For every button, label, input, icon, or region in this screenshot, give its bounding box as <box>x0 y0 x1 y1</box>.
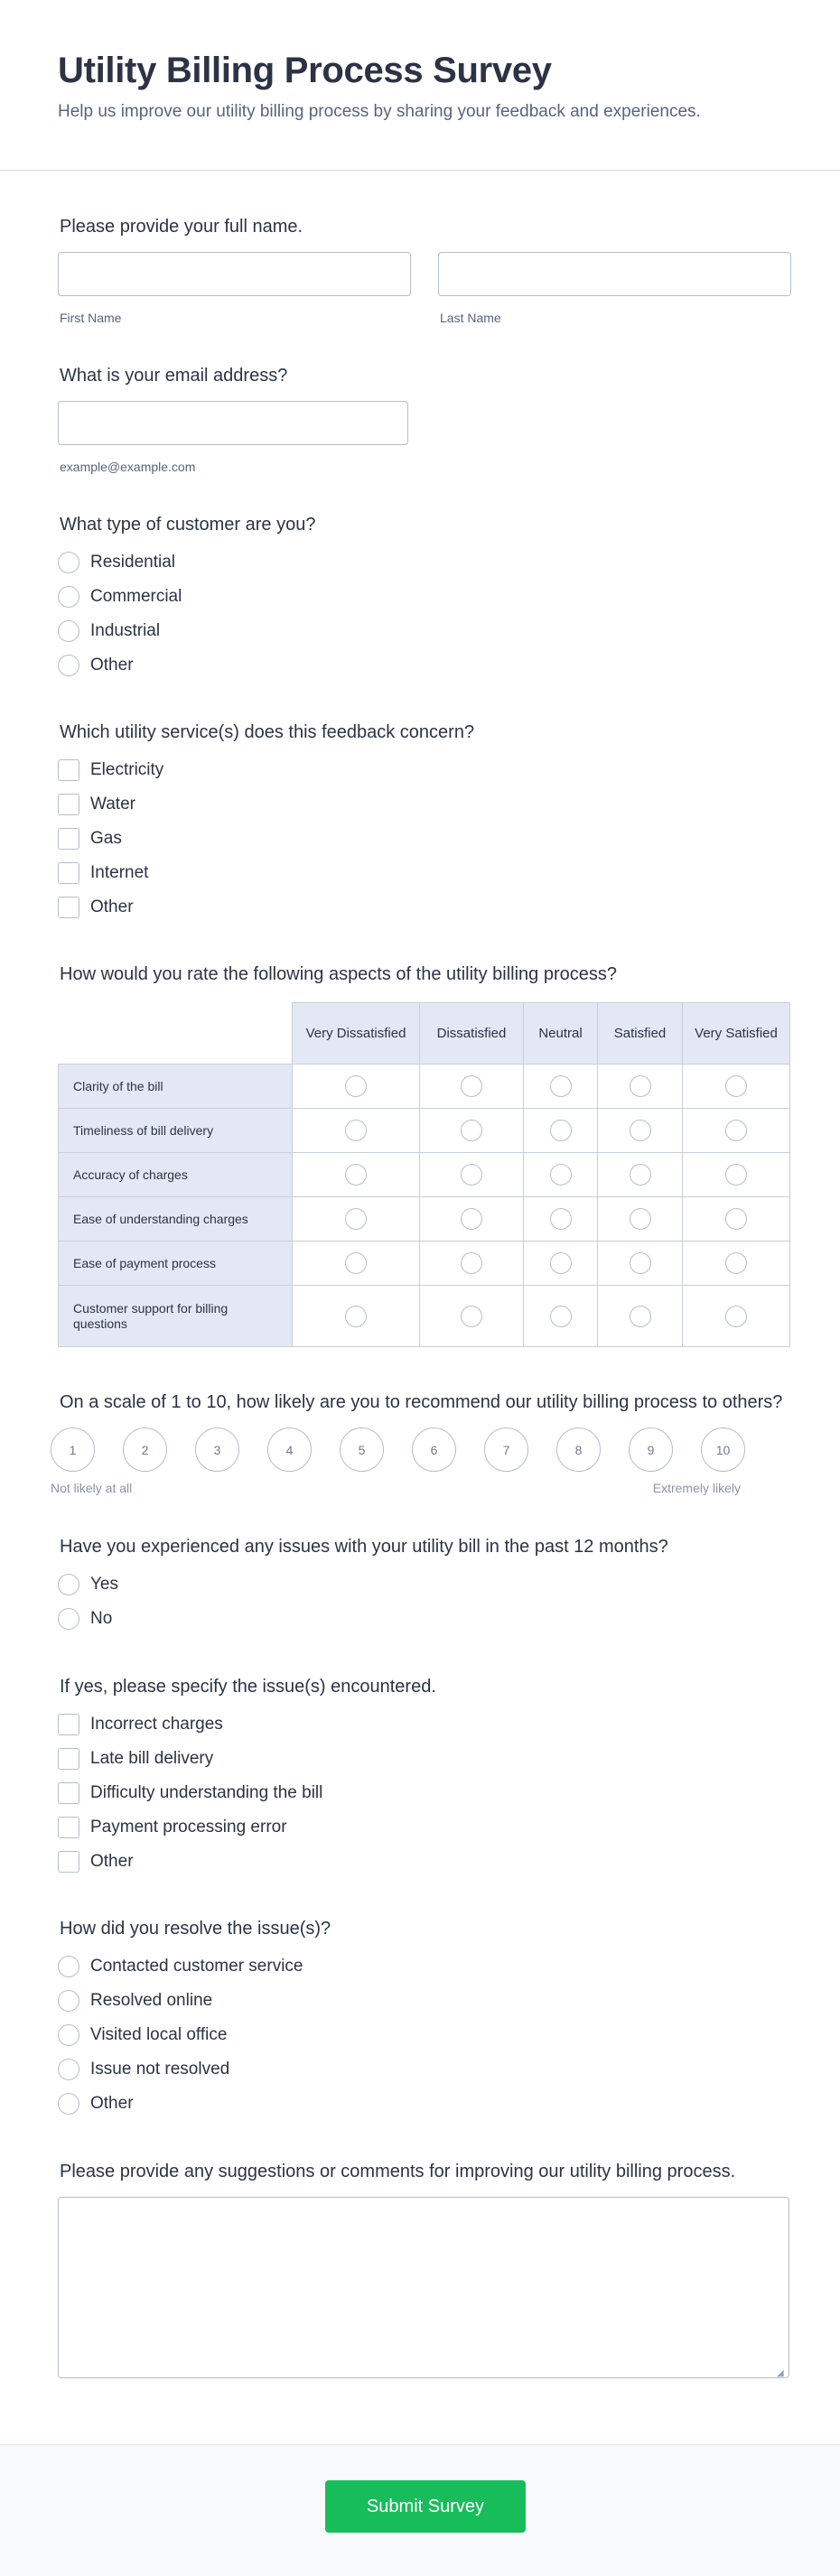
last-name-sublabel: Last Name <box>440 311 501 325</box>
option-difficulty-understanding[interactable] <box>58 1776 791 1810</box>
email-sublabel: example@example.com <box>60 460 196 474</box>
option-payment-processing-error[interactable] <box>58 1810 791 1845</box>
matrix-radio[interactable] <box>630 1075 651 1097</box>
question-label: Which utility service(s) does this feedback concern? <box>60 722 475 742</box>
issues-question <box>58 1535 791 1636</box>
option-label: Industrial <box>90 621 161 640</box>
option-electricity[interactable] <box>58 753 791 787</box>
option-label: Gas <box>90 829 122 848</box>
matrix-radio[interactable] <box>630 1164 651 1186</box>
matrix-row <box>59 1065 790 1109</box>
customer-type-options <box>58 545 791 683</box>
resize-handle-icon[interactable]: ◢ <box>777 2368 784 2378</box>
matrix-row-label: Accuracy of charges <box>59 1153 293 1197</box>
matrix-radio[interactable] <box>725 1306 747 1327</box>
matrix-radio[interactable] <box>725 1252 747 1274</box>
scale-min-label: Not likely at all <box>51 1481 133 1495</box>
scale-option-5[interactable]: 5 <box>340 1427 384 1472</box>
option-label: Difficulty understanding the bill <box>90 1783 323 1802</box>
scale-max-label: Extremely likely <box>652 1481 741 1495</box>
option-label: Residential <box>90 553 175 572</box>
option-label: Other <box>90 656 134 674</box>
checkbox[interactable] <box>58 897 79 918</box>
option-label: Other <box>90 897 134 916</box>
question-label: Please provide any suggestions or comments for improving our utility billing process. <box>60 2162 736 2181</box>
checkbox[interactable] <box>58 1817 79 1838</box>
comments-textarea[interactable] <box>58 2197 789 2378</box>
option-incorrect-charges[interactable] <box>58 1707 791 1742</box>
scale-option-10[interactable]: 10 <box>701 1427 745 1472</box>
question-label: Please provide your full name. <box>60 217 303 237</box>
checkbox[interactable] <box>58 1782 79 1804</box>
matrix-radio[interactable] <box>461 1208 482 1230</box>
scale-labels <box>51 1481 741 1495</box>
matrix-radio[interactable] <box>345 1075 367 1097</box>
checkbox[interactable] <box>58 862 79 884</box>
option-issue-not-resolved[interactable] <box>58 2052 791 2087</box>
radio-button[interactable] <box>58 2024 79 2046</box>
matrix-row-label: Ease of payment process <box>59 1242 293 1286</box>
issue-types-question <box>58 1675 791 1879</box>
comments-question <box>58 2160 791 2395</box>
scale-option-9[interactable]: 9 <box>629 1427 673 1472</box>
option-label: Yes <box>90 1575 118 1594</box>
matrix-row <box>59 1242 790 1286</box>
checkbox[interactable] <box>58 1714 79 1735</box>
option-contacted-customer-service[interactable] <box>58 1949 791 1984</box>
matrix-radio[interactable] <box>630 1306 651 1327</box>
question-label: How would you rate the following aspects of the utility billing process? <box>60 964 617 984</box>
submit-button[interactable]: Submit Survey <box>325 2480 526 2533</box>
matrix-radio[interactable] <box>630 1120 651 1141</box>
option-label: Water <box>90 795 135 814</box>
option-other[interactable] <box>58 648 791 683</box>
option-no[interactable] <box>58 1602 791 1636</box>
resolution-question <box>58 1917 791 2121</box>
matrix-radio[interactable] <box>345 1208 367 1230</box>
option-label: Contacted customer service <box>90 1957 303 1976</box>
scale-option-2[interactable]: 2 <box>123 1427 167 1472</box>
matrix-radio[interactable] <box>550 1120 572 1141</box>
matrix-row <box>59 1109 790 1153</box>
matrix-row-label: Customer support for billing questions <box>59 1286 293 1347</box>
matrix-radio[interactable] <box>725 1075 747 1097</box>
option-label: No <box>90 1609 113 1628</box>
matrix-column-header: Very Dissatisfied <box>293 1003 420 1065</box>
page-subtitle: Help us improve our utility billing process by sharing your feedback and experiences. <box>58 102 701 121</box>
option-gas[interactable] <box>58 822 791 856</box>
scale-option-7[interactable]: 7 <box>484 1427 528 1472</box>
customer-type-question <box>58 513 791 683</box>
rating-matrix-question <box>58 963 791 1347</box>
matrix-radio[interactable] <box>461 1252 482 1274</box>
email-question <box>58 364 791 474</box>
radio-button[interactable] <box>58 1990 79 2012</box>
full-name-question <box>58 215 791 325</box>
matrix-column-header: Very Satisfied <box>683 1003 790 1065</box>
form-header <box>0 0 840 171</box>
checkbox[interactable] <box>58 1851 79 1873</box>
checkbox[interactable] <box>58 1748 79 1770</box>
matrix-radio[interactable] <box>345 1306 367 1327</box>
question-label: What is your email address? <box>60 366 288 386</box>
matrix-radio[interactable] <box>461 1164 482 1186</box>
matrix-radio[interactable] <box>630 1208 651 1230</box>
last-name-input[interactable] <box>438 252 791 296</box>
matrix-radio[interactable] <box>461 1306 482 1327</box>
matrix-radio[interactable] <box>345 1252 367 1274</box>
name-fields <box>58 252 791 325</box>
option-label: Commercial <box>90 587 182 606</box>
matrix-row <box>59 1197 790 1242</box>
radio-button[interactable] <box>58 2093 79 2115</box>
option-resolved-online[interactable] <box>58 1984 791 2018</box>
radio-button[interactable] <box>58 1574 79 1595</box>
matrix-radio[interactable] <box>550 1306 572 1327</box>
recommend-scale-question <box>51 1390 791 1495</box>
question-label: Have you experienced any issues with your utility bill in the past 12 months? <box>60 1537 668 1557</box>
form-footer <box>0 2444 840 2576</box>
question-label: If yes, please specify the issue(s) encountered. <box>60 1677 436 1697</box>
checkbox[interactable] <box>58 828 79 850</box>
option-label: Electricity <box>90 760 164 779</box>
option-label: Other <box>90 1852 134 1871</box>
option-industrial[interactable] <box>58 614 791 648</box>
option-water[interactable] <box>58 787 791 822</box>
option-other[interactable] <box>58 2087 791 2121</box>
option-label: Late bill delivery <box>90 1749 214 1768</box>
service-options <box>58 753 791 925</box>
matrix-radio[interactable] <box>345 1164 367 1186</box>
matrix-radio[interactable] <box>461 1075 482 1097</box>
issue-types-options <box>58 1707 791 1879</box>
matrix-radio[interactable] <box>550 1208 572 1230</box>
first-name-sublabel: First Name <box>60 311 122 325</box>
option-other[interactable] <box>58 1845 791 1879</box>
option-label: Resolved online <box>90 1991 213 2010</box>
resolution-options <box>58 1949 791 2121</box>
service-question <box>58 721 791 925</box>
matrix-row <box>59 1153 790 1197</box>
checkbox[interactable] <box>58 794 79 815</box>
first-name-input[interactable] <box>58 252 411 296</box>
scale-option-6[interactable]: 6 <box>412 1427 456 1472</box>
matrix-radio[interactable] <box>725 1120 747 1141</box>
option-label: Issue not resolved <box>90 2060 230 2078</box>
option-residential[interactable] <box>58 545 791 580</box>
radio-button[interactable] <box>58 1608 79 1630</box>
matrix-radio[interactable] <box>725 1208 747 1230</box>
matrix-row-label: Clarity of the bill <box>59 1065 293 1109</box>
issues-options <box>58 1567 791 1636</box>
page-title: Utility Billing Process Survey <box>58 51 552 90</box>
question-label: On a scale of 1 to 10, how likely are you to recommend our utility billing process to others? <box>60 1392 783 1412</box>
scale-option-8[interactable]: 8 <box>556 1427 601 1472</box>
radio-button[interactable] <box>58 1956 79 1977</box>
scale-option-1[interactable]: 1 <box>51 1427 95 1472</box>
matrix-row <box>59 1286 790 1347</box>
scale-option-4[interactable]: 4 <box>267 1427 312 1472</box>
option-visited-local-office[interactable] <box>58 2018 791 2052</box>
option-label: Internet <box>90 863 149 882</box>
radio-button[interactable] <box>58 620 79 642</box>
email-input[interactable] <box>58 401 408 445</box>
option-internet[interactable] <box>58 856 791 890</box>
option-label: Other <box>90 2094 134 2113</box>
matrix-radio[interactable] <box>550 1252 572 1274</box>
matrix-column-header: Neutral <box>524 1003 598 1065</box>
rating-matrix <box>58 1002 790 1347</box>
scale-option-3[interactable]: 3 <box>195 1427 239 1472</box>
option-commercial[interactable] <box>58 580 791 614</box>
radio-button[interactable] <box>58 552 79 573</box>
radio-button[interactable] <box>58 586 79 608</box>
option-label: Payment processing error <box>90 1818 287 1837</box>
option-other[interactable] <box>58 890 791 925</box>
matrix-radio[interactable] <box>345 1120 367 1141</box>
option-late-bill-delivery[interactable] <box>58 1742 791 1776</box>
matrix-radio[interactable] <box>550 1164 572 1186</box>
option-yes[interactable] <box>58 1567 791 1602</box>
question-label: How did you resolve the issue(s)? <box>60 1919 331 1939</box>
matrix-radio[interactable] <box>461 1120 482 1141</box>
radio-button[interactable] <box>58 2059 79 2080</box>
matrix-radio[interactable] <box>630 1252 651 1274</box>
radio-button[interactable] <box>58 655 79 676</box>
matrix-radio[interactable] <box>550 1075 572 1097</box>
rating-scale <box>51 1427 791 1472</box>
option-label: Visited local office <box>90 2025 228 2044</box>
option-label: Incorrect charges <box>90 1715 223 1734</box>
matrix-radio[interactable] <box>725 1164 747 1186</box>
survey-form <box>0 215 840 2395</box>
matrix-column-header: Dissatisfied <box>420 1003 524 1065</box>
matrix-row-label: Timeliness of bill delivery <box>59 1109 293 1153</box>
matrix-row-label: Ease of understanding charges <box>59 1197 293 1242</box>
matrix-column-header: Satisfied <box>598 1003 683 1065</box>
checkbox[interactable] <box>58 759 79 781</box>
question-label: What type of customer are you? <box>60 515 316 535</box>
